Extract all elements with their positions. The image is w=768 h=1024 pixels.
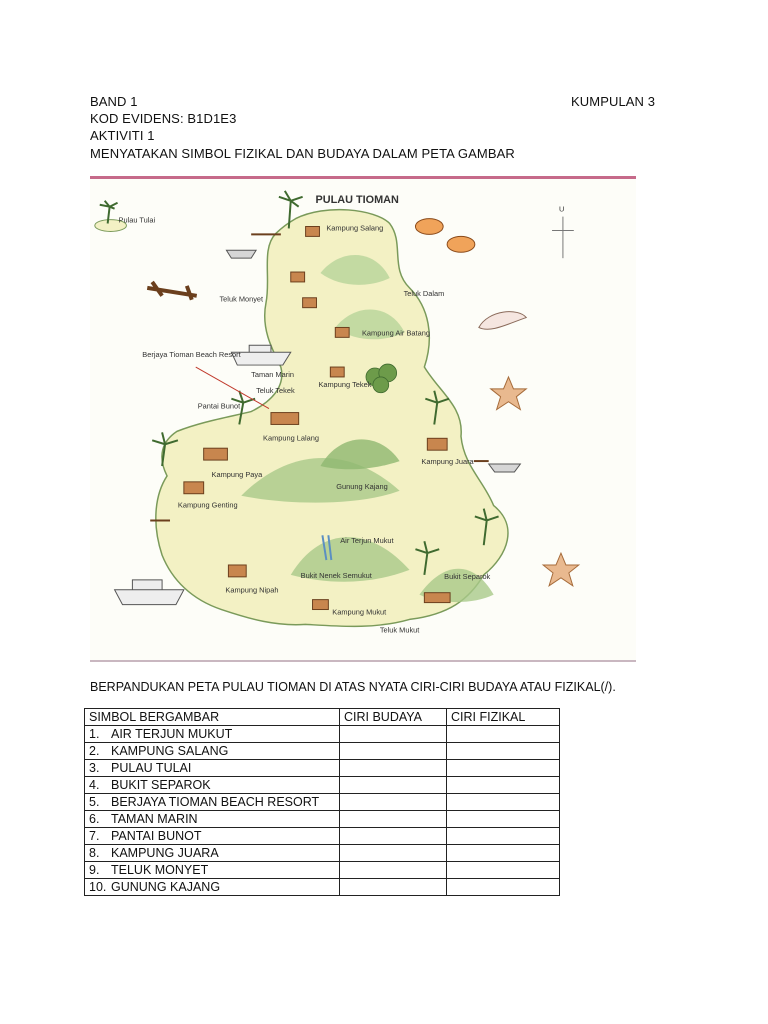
label-bukit-separok: Bukit Separok [444, 571, 491, 581]
row-number: 4. [89, 778, 100, 792]
row-label: PANTAI BUNOT [111, 829, 202, 843]
symbol-cell [85, 879, 340, 896]
symbol-cell [85, 828, 340, 845]
house-icon [271, 413, 299, 425]
house-icon [291, 272, 305, 282]
table-row [85, 794, 560, 811]
label-kampung-air-batang: Kampung Air Batang [362, 328, 430, 338]
row-label: KAMPUNG JUARA [111, 846, 219, 860]
compass-icon [552, 217, 574, 259]
header-ciri-fizikal: CIRI FIZIKAL [447, 709, 560, 726]
map-illustration [90, 179, 636, 660]
ciri-budaya-answer-cell[interactable] [340, 845, 447, 862]
label-teluk-tekek: Teluk Tekek [256, 385, 295, 395]
ciri-budaya-answer-cell[interactable] [340, 760, 447, 777]
row-number: 3. [89, 761, 100, 775]
house-icon [424, 593, 450, 603]
ciri-budaya-answer-cell[interactable] [340, 726, 447, 743]
north-label: U [558, 204, 565, 214]
row-label: KAMPUNG SALANG [111, 744, 229, 758]
label-kampung-juara: Kampung Juara [421, 457, 474, 467]
row-number: 7. [89, 829, 100, 843]
ciri-fizikal-answer-cell[interactable] [447, 828, 560, 845]
label-kampung-nipah: Kampung Nipah [225, 585, 279, 595]
fish-icon [447, 236, 475, 252]
header-simbol-bergambar: SIMBOL BERGAMBAR [85, 709, 340, 726]
symbol-cell [85, 760, 340, 777]
symbol-cell [85, 794, 340, 811]
house-icon [335, 327, 349, 337]
house-icon [313, 600, 329, 610]
label-kampung-lalang: Kampung Lalang [263, 433, 320, 443]
symbol-cell [85, 726, 340, 743]
table-body [85, 726, 560, 896]
ciri-fizikal-answer-cell[interactable] [447, 777, 560, 794]
header-ciri-budaya: CIRI BUDAYA [340, 709, 447, 726]
diver-icon [147, 282, 196, 300]
ciri-fizikal-answer-cell[interactable] [447, 743, 560, 760]
row-number: 10. [89, 880, 107, 894]
row-label: BERJAYA TIOMAN BEACH RESORT [111, 795, 320, 809]
table-row [85, 828, 560, 845]
symbol-cell [85, 777, 340, 794]
row-number: 8. [89, 846, 100, 860]
ciri-fizikal-answer-cell[interactable] [447, 794, 560, 811]
boat-icon [489, 464, 521, 472]
label-pantai-bunot: Pantai Bunot [197, 401, 241, 411]
activity-title: MENYATAKAN SIMBOL FIZIKAL DAN BUDAYA DALAM PETA GAMBAR [90, 146, 515, 161]
aktiviti-label: AKTIVITI 1 [90, 128, 155, 143]
label-gunung-kajang: Gunung Kajang [336, 481, 388, 491]
row-label: BUKIT SEPAROK [111, 778, 211, 792]
row-number: 9. [89, 863, 100, 877]
label-pulau-tulai: Pulau Tulai [118, 215, 156, 225]
label-taman-marin: Taman Marin [251, 369, 294, 379]
house-icon [303, 298, 317, 308]
starfish-icon [543, 553, 579, 586]
boat-icon [226, 250, 256, 258]
ferry-icon [115, 580, 184, 605]
table-row [85, 879, 560, 896]
table-row [85, 862, 560, 879]
table-row [85, 811, 560, 828]
table-row [85, 777, 560, 794]
table-header-row [85, 709, 560, 726]
label-teluk-monyet: Teluk Monyet [219, 294, 264, 304]
shell-icon [479, 312, 527, 330]
symbol-cell [85, 845, 340, 862]
ciri-budaya-answer-cell[interactable] [340, 777, 447, 794]
label-teluk-mukut: Teluk Mukut [379, 625, 420, 635]
label-air-terjun-mukut: Air Terjun Mukut [340, 536, 394, 546]
symbol-cell [85, 743, 340, 760]
tioman-map [90, 176, 636, 662]
table-row [85, 743, 560, 760]
label-kampung-tekek: Kampung Tekek [318, 379, 372, 389]
row-number: 6. [89, 812, 100, 826]
label-kampung-paya: Kampung Paya [211, 469, 263, 479]
answer-table [84, 708, 560, 896]
ciri-fizikal-answer-cell[interactable] [447, 879, 560, 896]
table-row [85, 760, 560, 777]
ciri-budaya-answer-cell[interactable] [340, 828, 447, 845]
label-teluk-dalam: Teluk Dalam [403, 288, 445, 298]
row-label: AIR TERJUN MUKUT [111, 727, 233, 741]
label-kampung-salang: Kampung Salang [326, 223, 384, 233]
house-icon [427, 438, 447, 450]
table-row [85, 726, 560, 743]
house-icon [306, 227, 320, 237]
label-kampung-mukut: Kampung Mukut [332, 607, 387, 617]
ciri-fizikal-answer-cell[interactable] [447, 726, 560, 743]
row-number: 1. [89, 727, 100, 741]
row-number: 2. [89, 744, 100, 758]
table-row [85, 845, 560, 862]
symbol-cell [85, 862, 340, 879]
row-number: 5. [89, 795, 100, 809]
row-label: TELUK MONYET [111, 863, 209, 877]
row-label: GUNUNG KAJANG [111, 880, 221, 894]
ciri-fizikal-answer-cell[interactable] [447, 862, 560, 879]
row-label: TAMAN MARIN [111, 812, 198, 826]
row-label: PULAU TULAI [111, 761, 192, 775]
ciri-budaya-answer-cell[interactable] [340, 811, 447, 828]
fish-icon [415, 219, 443, 235]
house-icon [228, 565, 246, 577]
starfish-icon [491, 377, 527, 410]
ciri-fizikal-answer-cell[interactable] [447, 811, 560, 828]
instruction-text: BERPANDUKAN PETA PULAU TIOMAN DI ATAS NYATA CIRI-CIRI BUDAYA ATAU FIZIKAL(/). [90, 680, 616, 694]
kod-evidens-label: KOD EVIDENS: B1D1E3 [90, 111, 237, 126]
kumpulan-label: KUMPULAN 3 [571, 94, 656, 109]
ciri-budaya-answer-cell[interactable] [340, 879, 447, 896]
house-icon [184, 482, 204, 494]
label-kampung-genting: Kampung Genting [177, 500, 238, 510]
band-label: BAND 1 [90, 94, 138, 109]
ciri-budaya-answer-cell[interactable] [340, 794, 447, 811]
label-berjaya-tioman: Berjaya Tioman Beach Resort [142, 350, 241, 360]
ciri-budaya-answer-cell[interactable] [340, 743, 447, 760]
symbol-cell [85, 811, 340, 828]
map-title: PULAU TIOMAN [315, 193, 399, 206]
house-icon [204, 448, 228, 460]
house-icon [330, 367, 344, 377]
ciri-fizikal-answer-cell[interactable] [447, 845, 560, 862]
ciri-fizikal-answer-cell[interactable] [447, 760, 560, 777]
ciri-budaya-answer-cell[interactable] [340, 862, 447, 879]
label-bukit-nenek-semukut: Bukit Nenek Semukut [300, 570, 372, 580]
